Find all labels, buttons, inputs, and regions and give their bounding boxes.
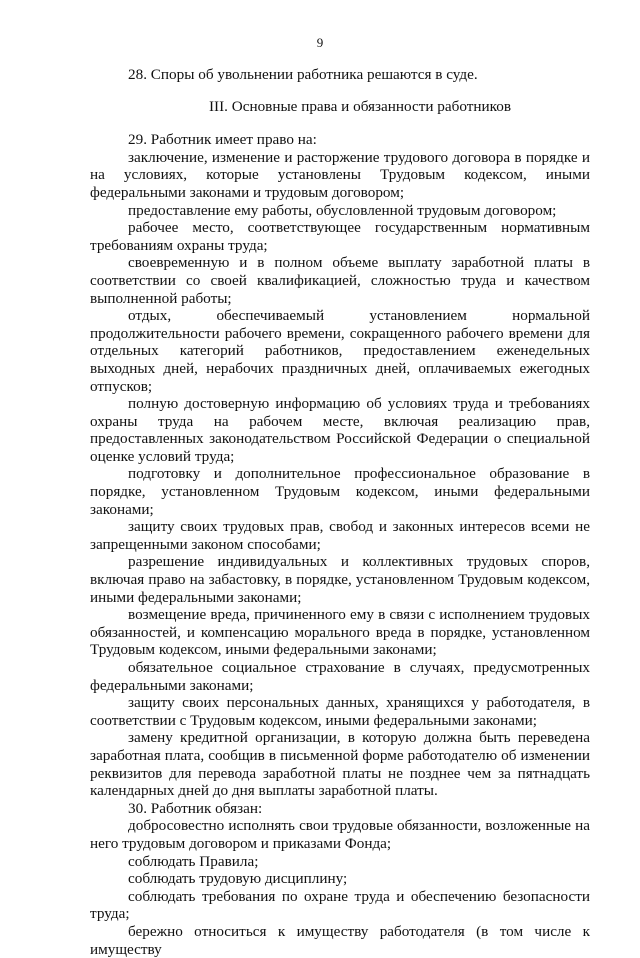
right-item: рабочее место, соответствующее государственным нормативным требованиям охраны труда; (90, 219, 590, 254)
duty-item: соблюдать Правила; (128, 852, 259, 870)
right-item: отдых, обеспечиваемый установлением нормальной продолжительности рабочего времени, сокращенного рабочего времени для отдельных категорий работников, предоставлением еженедельных выходных дней, нерабочих праздничных дней, оплачиваемых ежегодных отпусков; (90, 307, 590, 395)
right-item: разрешение индивидуальных и коллективных трудовых споров, включая право на забастовку, в порядке, установленном Трудовым кодексом, иными федеральными законами; (90, 553, 590, 606)
right-item: заключение, изменение и расторжение трудового договора в порядке и на условиях, которые установлены Трудовым кодексом, иными федеральными законами и трудовым договором; (90, 148, 590, 201)
item-28: 28. Споры об увольнении работника решаются в суде. (128, 66, 478, 83)
right-item: предоставление ему работы, обусловленной трудовым договором; (128, 201, 557, 219)
right-item: своевременную и в полном объеме выплату заработной платы в соответствии со своей квалификацией, сложностью труда и качеством выполненной работы; (90, 254, 590, 307)
right-item: защиту своих персональных данных, хранящихся у работодателя, в соответствии с Трудовым кодексом, иными федеральными законами; (90, 694, 590, 729)
right-item: возмещение вреда, причиненного ему в связи с исполнением трудовых обязанностей, и компенсацию морального вреда в порядке, установленном Трудовым кодексом, иными федеральными законами; (90, 606, 590, 659)
page-number: 9 (316, 35, 324, 50)
right-item: полную достоверную информацию об условиях труда и требованиях охраны труда на рабочем месте, включая реализацию прав, предоставленных законодательством Российской Федерации о специальной оценке условий труда; (90, 395, 590, 465)
right-item: подготовку и дополнительное профессиональное образование в порядке, установленном Трудовым кодексом, иными федеральными законами; (90, 465, 590, 518)
document-body (90, 66, 590, 958)
duty-item: соблюдать требования по охране труда и обеспечению безопасности труда; (90, 887, 590, 923)
item-30-intro: 30. Работник обязан: (128, 799, 263, 817)
right-item: замену кредитной организации, в которую должна быть переведена заработная плата, сообщив в письменной форме работодателю об изменении реквизитов для перевода заработной платы не позднее чем за пятнадцать календарных дней до дня выплаты заработной платы. (90, 729, 590, 800)
section-title: III. Основные права и обязанности работников (208, 97, 512, 115)
duty-item: добросовестно исполнять свои трудовые обязанности, возложенные на него трудовым договором и приказами Фонда; (90, 817, 590, 852)
item-29-intro: 29. Работник имеет право на: (128, 131, 317, 149)
duty-item: бережно относиться к имуществу работодателя (в том числе к имуществу (90, 922, 590, 958)
right-item: обязательное социальное страхование в случаях, предусмотренных федеральными законами; (90, 659, 590, 694)
duty-item: соблюдать трудовую дисциплину; (128, 870, 348, 888)
right-item: защиту своих трудовых прав, свобод и законных интересов всеми не запрещенными законом способами; (90, 518, 590, 553)
